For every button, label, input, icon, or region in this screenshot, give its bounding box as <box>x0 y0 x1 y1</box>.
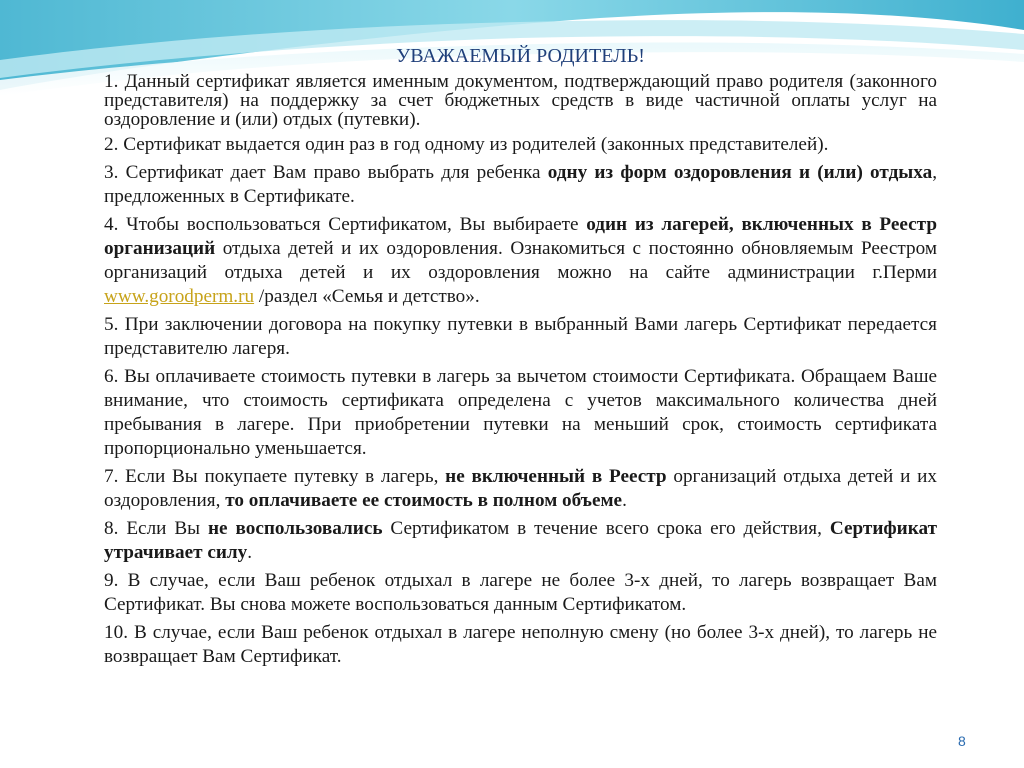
document-body <box>104 44 937 673</box>
list-item-4: 4. Чтобы воспользоваться Сертификатом, Вы выбираете один из лагерей, включенных в Реестр организаций отдыха детей и их оздоровления. Ознакомиться с постоянно обновляемым Реестром организаций отдыха детей и их оздоровления можно на сайте администрации г.Перми www.gorodperm.ru /раздел «Семья и детство». <box>104 214 937 307</box>
list-item-2: 2. Сертификат выдается один раз в год одному из родителей (законных представителей). <box>104 134 829 155</box>
list-item-9: 9. В случае, если Ваш ребенок отдыхал в лагере не более 3-х дней, то лагерь возвращает Вам Сертификат. Вы снова можете воспользоваться данным Сертификатом. <box>104 570 937 615</box>
page-number: 8 <box>958 733 966 749</box>
list-item-8: 8. Если Вы не воспользовались Сертификатом в течение всего срока его действия, Сертификат утрачивает силу. <box>104 518 937 563</box>
list-item-1: 1. Данный сертификат является именным документом, подтверждающий право родителя (законного представителя) на поддержку за счет бюджетных средств в виде частичной оплаты услуг на оздоровление и (или) отдых (путевки). <box>104 71 937 130</box>
list-item-10: 10. В случае, если Ваш ребенок отдыхал в лагере неполную смену (но более 3-х дней), то лагерь не возвращает Вам Сертификат. <box>104 622 937 667</box>
list-item-7: 7. Если Вы покупаете путевку в лагерь, не включенный в Реестр организаций отдыха детей и их оздоровления, то оплачиваете ее стоимость в полном объеме. <box>104 466 937 511</box>
website-link[interactable]: www.gorodperm.ru <box>104 286 255 307</box>
page-title: УВАЖАЕМЫЙ РОДИТЕЛЬ! <box>396 45 645 67</box>
list-item-6: 6. Вы оплачиваете стоимость путевки в лагерь за вычетом стоимости Сертификата. Обращаем Ваше внимание, что стоимость сертификата определена с учетов максимального количества дней пребывания в лагере. При приобретении путевки на меньший срок, стоимость сертификата пропорционально уменьшается. <box>104 366 937 459</box>
list-item-5: 5. При заключении договора на покупку путевки в выбранный Вами лагерь Сертификат передается представителю лагеря. <box>104 314 937 359</box>
list-item-3: 3. Сертификат дает Вам право выбрать для ребенка одну из форм оздоровления и (или) отдыха, предложенных в Сертификате. <box>104 162 937 207</box>
